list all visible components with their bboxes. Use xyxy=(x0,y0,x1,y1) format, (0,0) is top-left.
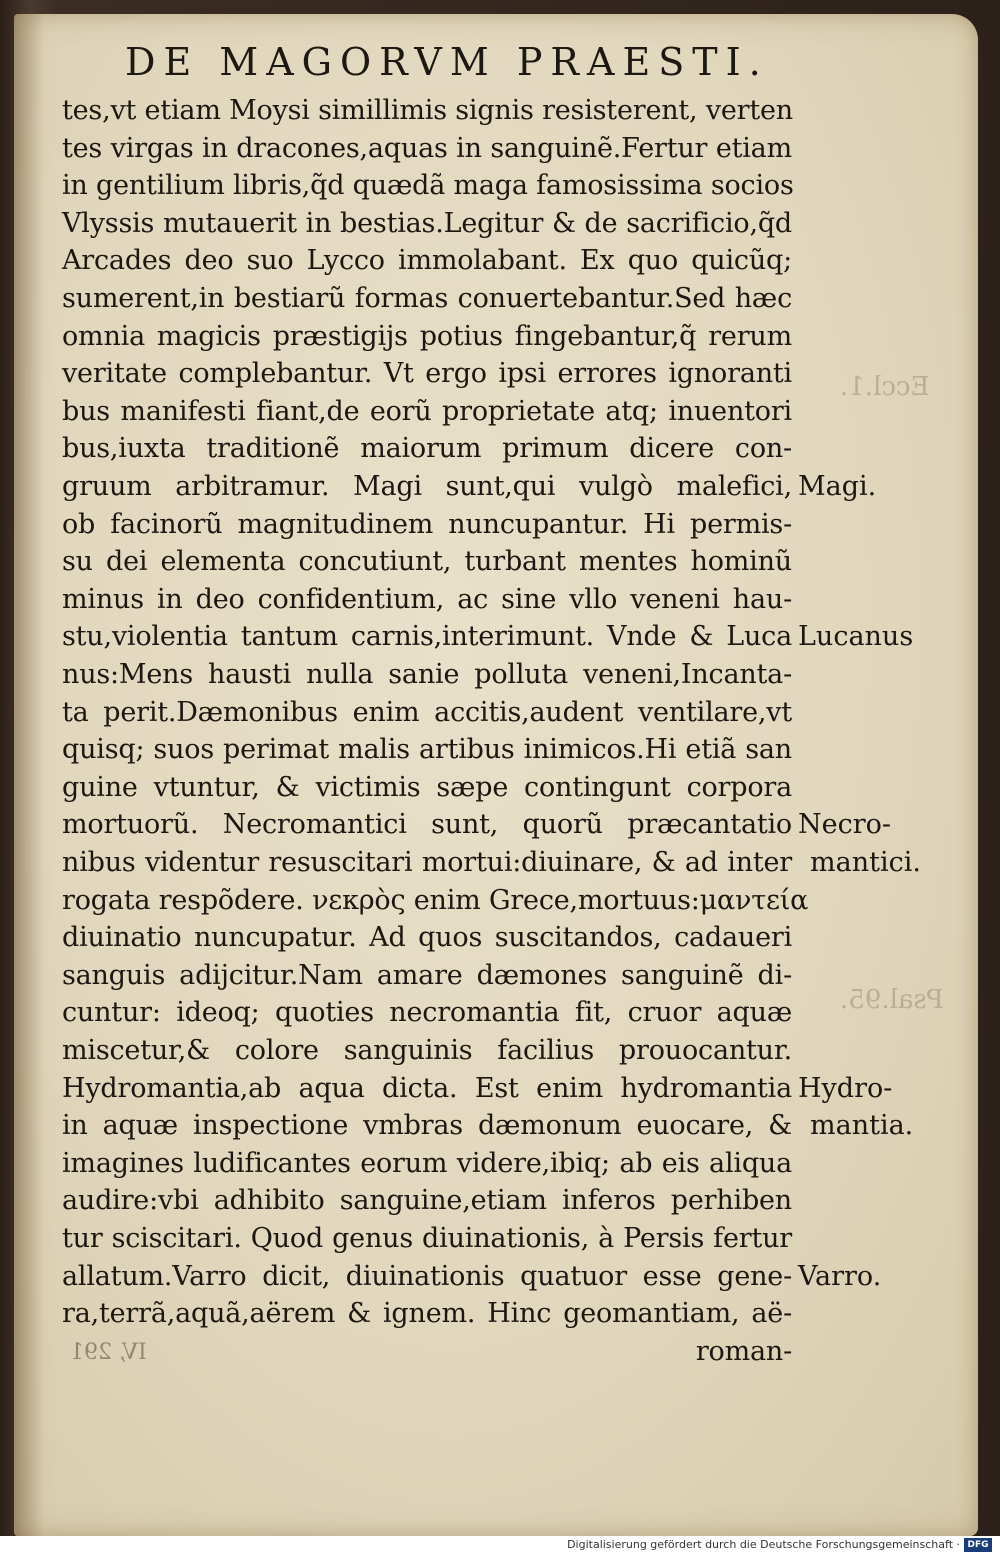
text-line: stu,violentia tantum carnis,interimunt. Vnde & Luca xyxy=(62,621,792,653)
text-line: allatum.Varro dicit, diuinationis quatuor esse gene- xyxy=(62,1260,792,1292)
text-line: omnia magicis præstigijs potius fingebantur,q̃ rerum xyxy=(62,320,792,352)
text-line: gruum arbitramur. Magi sunt,qui vulgò malefici, xyxy=(62,471,792,502)
margin-note: Magi. xyxy=(798,471,877,502)
running-title: DE MAGORVM PRAESTI. xyxy=(125,40,769,84)
bleed-through-mark: Psal.95. xyxy=(840,985,944,1015)
dfg-logo: DFG xyxy=(964,1538,992,1552)
text-line: Vlyssis mutauerit in bestias.Legitur & de sacrificio,q̃d xyxy=(62,207,792,239)
text-line: guine vtuntur, & victimis sæpe contingunt corpora xyxy=(62,771,792,803)
margin-note: Varro. xyxy=(798,1260,882,1292)
text-line: rogata respõdere. νεκρὸς enim Grece,mortuus:μαντεία xyxy=(62,884,809,916)
text-line: quisq; suos perimat malis artibus inimicos.Hi etiã san xyxy=(62,734,792,766)
page-gutter-shadow xyxy=(14,14,44,1536)
text-line: ra,terrã,aquã,aërem & ignem. Hinc geomantiam, aë- xyxy=(62,1298,792,1330)
text-line: ta perit.Dæmonibus enim accitis,audent ventilare,vt xyxy=(62,696,792,728)
bleed-through-catchword: IV, 291 xyxy=(70,1340,147,1365)
text-line: bus,iuxta traditionẽ maiorum primum dicere con- xyxy=(62,433,792,465)
text-line: roman- xyxy=(695,1335,792,1367)
margin-note: Necro- xyxy=(798,809,892,841)
text-line: miscetur,& colore sanguinis facilius prouocantur. xyxy=(62,1035,792,1066)
text-line: nibus videntur resuscitari mortui:diuinare, & ad inter xyxy=(62,847,792,878)
margin-note: Lucanus xyxy=(798,621,914,653)
text-line: sumerent,in bestiarũ formas conuertebantur.Sed hæc xyxy=(62,283,792,314)
margin-note: mantia. xyxy=(810,1110,914,1142)
text-line: nus:Mens hausti nulla sanie polluta veneni,Incanta- xyxy=(62,659,792,690)
digitization-credit: Digitalisierung gefördert durch die Deutsche Forschungsgemeinschaft · xyxy=(567,1538,960,1551)
bleed-through-mark: Eccl.1. xyxy=(840,372,930,402)
margin-note: Hydro- xyxy=(798,1072,893,1104)
text-line: minus in deo confidentium, ac sine vllo veneni hau- xyxy=(62,583,792,615)
text-line: imagines ludificantes eorum videre,ibiq; ab eis aliqua xyxy=(62,1147,792,1179)
text-line: ob facinorũ magnitudinem nuncupantur. Hi permis- xyxy=(62,508,792,540)
text-line: tes,vt etiam Moysi simillimis signis resisterent, verten xyxy=(62,95,793,126)
text-line: cuntur: ideoq; quoties necromantia fit, cruor aquæ xyxy=(62,997,792,1029)
margin-note: mantici. xyxy=(810,847,921,878)
text-line: tur sciscitari. Quod genus diuinationis, à Persis fertur xyxy=(62,1223,792,1254)
text-line: Hydromantia,ab aqua dicta. Est enim hydromantia xyxy=(62,1072,792,1104)
text-line: diuinatio nuncupatur. Ad quos suscitandos, cadaueri xyxy=(62,922,792,954)
text-line: in gentilium libris,q̃d quædã maga famosissima socios xyxy=(62,170,794,202)
text-line: sanguis adijcitur.Nam amare dæmones sanguinẽ di- xyxy=(62,959,792,991)
text-line: in aquæ inspectione vmbras dæmonum euocare, & xyxy=(62,1110,792,1142)
text-line: tes virgas in dracones,aquas in sanguinẽ.Fertur etiam xyxy=(62,132,792,164)
text-line: Arcades deo suo Lycco immolabant. Ex quo quicũq; xyxy=(62,245,792,277)
text-line: bus manifesti fiant,de eorũ proprietate atq; inuentori xyxy=(62,395,792,427)
text-line: mortuorũ. Necromantici sunt, quorũ præcantatio xyxy=(62,809,792,841)
text-line: veritate complebantur. Vt ergo ipsi errores ignoranti xyxy=(62,358,792,390)
text-line: su dei elementa concutiunt, turbant mentes hominũ xyxy=(62,546,792,578)
text-line: audire:vbi adhibito sanguine,etiam inferos perhiben xyxy=(62,1185,792,1217)
